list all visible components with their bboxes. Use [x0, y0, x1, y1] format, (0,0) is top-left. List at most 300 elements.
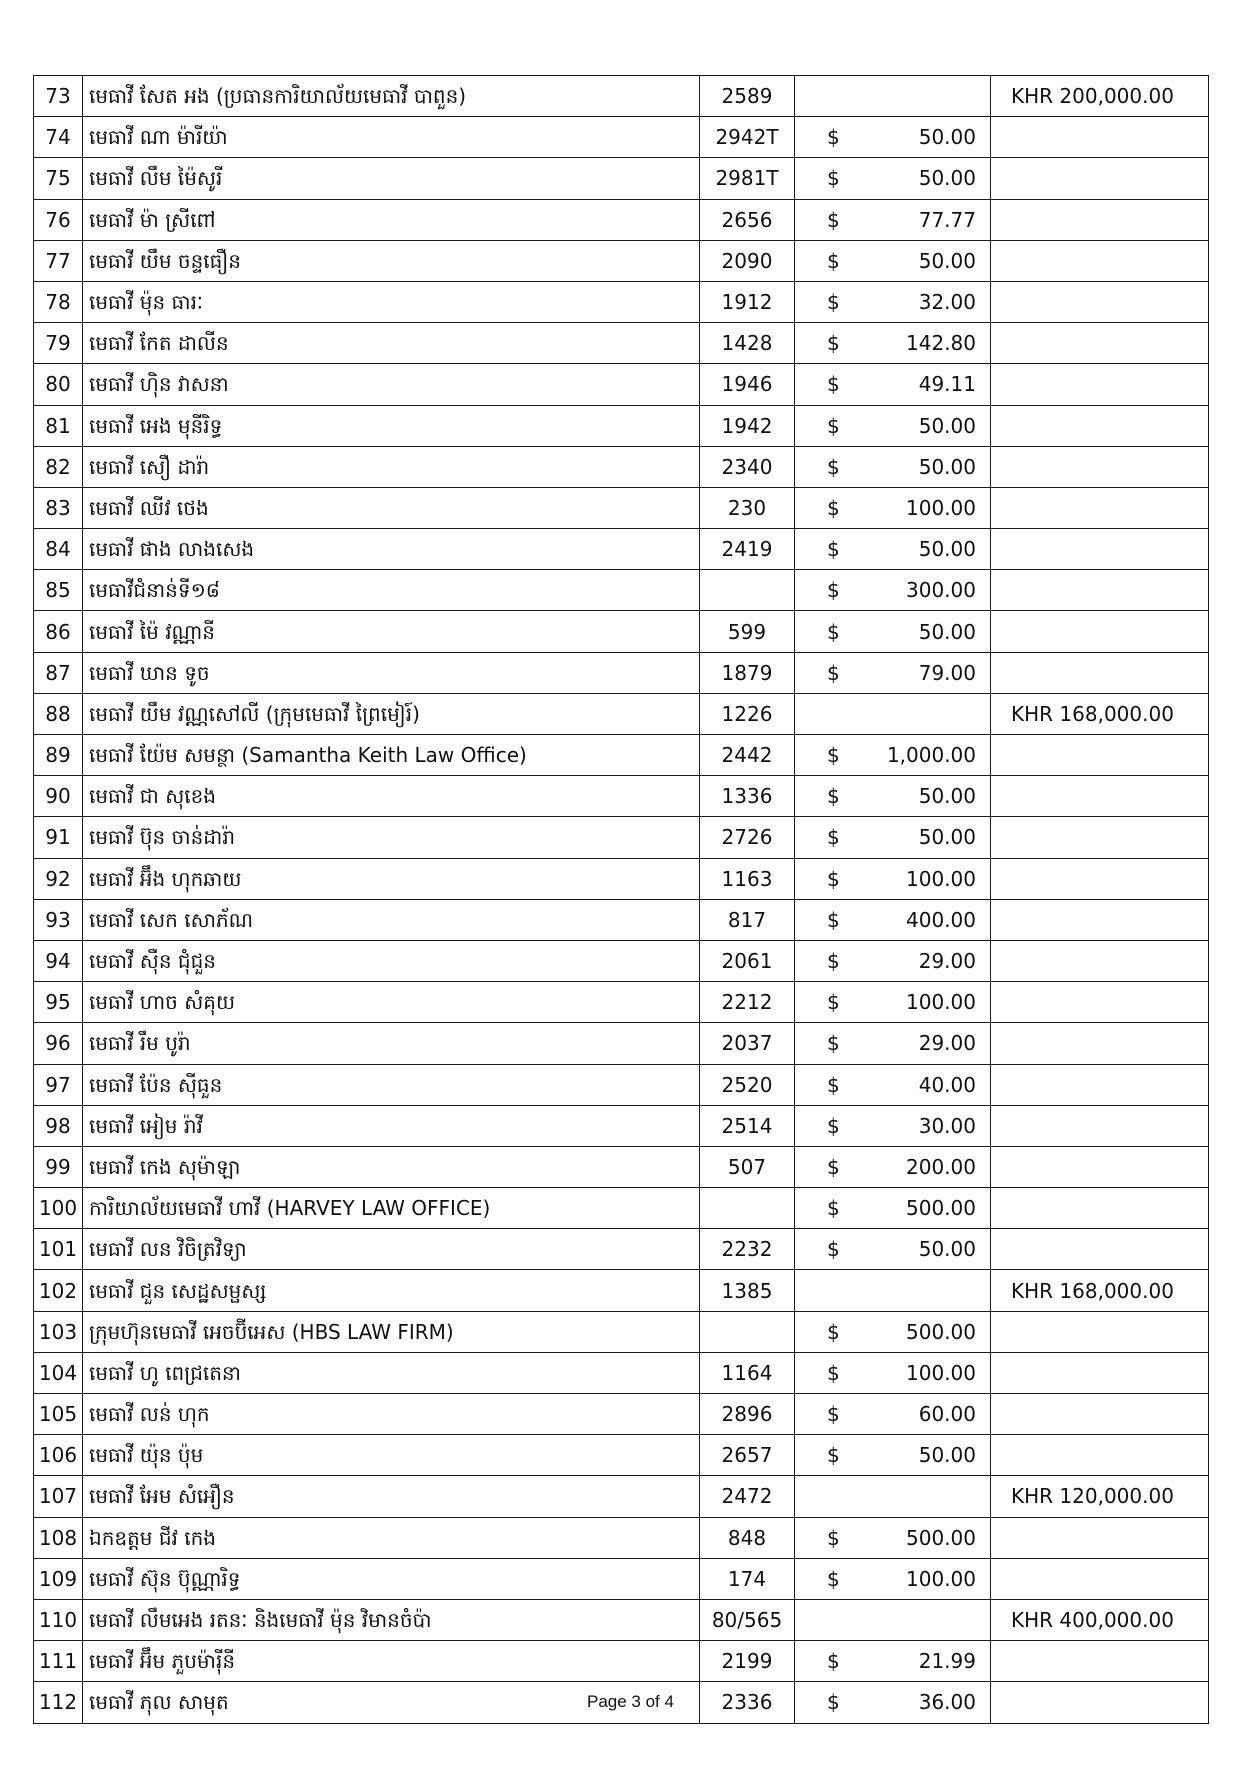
usd-amount-cell: [795, 858, 991, 899]
table-row: [34, 611, 1209, 652]
khr-amount: [991, 1146, 1209, 1187]
donor-name: មេធាវី អ៊ឹម ភួបម៉ារ៉ីនី: [89, 1649, 236, 1674]
dollar-sign: $: [827, 1402, 840, 1427]
dollar-sign: $: [827, 1360, 840, 1385]
table-row: [34, 1517, 1209, 1558]
member-code: [700, 1311, 795, 1352]
donor-name: មេធាវី ម៉ុន ធារៈ: [89, 290, 204, 315]
khr-amount: [991, 323, 1209, 364]
row-number: 76: [34, 199, 83, 240]
usd-amount-cell: [795, 240, 991, 281]
khr-amount: KHR 168,000.00: [991, 1270, 1209, 1311]
khr-amount: KHR 120,000.00: [991, 1476, 1209, 1517]
donor-name-cell: [83, 117, 700, 158]
khr-amount: KHR 200,000.00: [991, 76, 1209, 117]
donor-name-cell: [83, 364, 700, 405]
khr-amount: [991, 652, 1209, 693]
donor-name: មេធាវី ស៊ុន ប៊ុណ្ណារិទ្ធ: [89, 1566, 241, 1591]
usd-amount: 30.00: [918, 1113, 976, 1138]
member-code: 1336: [700, 776, 795, 817]
usd-amount: 49.11: [918, 372, 976, 397]
member-code: 848: [700, 1517, 795, 1558]
donor-name-cell: [83, 405, 700, 446]
table-row: [34, 281, 1209, 322]
member-code: 2419: [700, 529, 795, 570]
table-row: [34, 1352, 1209, 1393]
donor-name-cell: [83, 982, 700, 1023]
donor-name: មេធាវី ប៉ែន ស៊ីធួន: [89, 1072, 223, 1097]
usd-amount-cell: [795, 1229, 991, 1270]
donor-name-cell: [83, 1352, 700, 1393]
donor-name-cell: [83, 1435, 700, 1476]
row-number: 94: [34, 940, 83, 981]
donor-name-cell: [83, 1146, 700, 1187]
member-code: 599: [700, 611, 795, 652]
khr-amount: [991, 1682, 1209, 1723]
usd-amount-cell: [795, 1105, 991, 1146]
dollar-sign: $: [827, 1649, 840, 1674]
usd-amount-cell: [795, 693, 991, 734]
member-code: 2896: [700, 1394, 795, 1435]
usd-amount: 29.00: [918, 1031, 976, 1056]
dollar-sign: $: [827, 949, 840, 974]
khr-amount: [991, 1558, 1209, 1599]
usd-amount: 50.00: [918, 1237, 976, 1262]
usd-amount-cell: [795, 1270, 991, 1311]
row-number: 95: [34, 982, 83, 1023]
usd-amount: 100.00: [906, 990, 976, 1015]
donor-name-cell: [83, 1682, 700, 1723]
table-row: [34, 1188, 1209, 1229]
donor-name-cell: [83, 199, 700, 240]
row-number: 81: [34, 405, 83, 446]
usd-amount-cell: [795, 446, 991, 487]
donor-name: ក្រុមហ៊ុនមេធាវី អេចប៊ីអេស (HBS LAW FIRM): [89, 1319, 454, 1344]
row-number: 111: [34, 1641, 83, 1682]
table-row: [34, 487, 1209, 528]
row-number: 93: [34, 899, 83, 940]
usd-amount: 50.00: [918, 125, 976, 150]
usd-amount-cell: [795, 1146, 991, 1187]
member-code: 2442: [700, 735, 795, 776]
member-code: 174: [700, 1558, 795, 1599]
dollar-sign: $: [827, 660, 840, 685]
usd-amount-cell: [795, 405, 991, 446]
donor-name-cell: [83, 1599, 700, 1640]
member-code: 2981T: [700, 158, 795, 199]
usd-amount: 40.00: [918, 1072, 976, 1097]
usd-amount: 50.00: [918, 166, 976, 191]
khr-amount: [991, 158, 1209, 199]
usd-amount: 142.80: [906, 331, 976, 356]
row-number: 107: [34, 1476, 83, 1517]
usd-amount-cell: [795, 1435, 991, 1476]
donor-name: ការិយាល័យមេធាវី ហាវី (HARVEY LAW OFFICE): [89, 1196, 491, 1221]
usd-amount-cell: [795, 776, 991, 817]
khr-amount: [991, 611, 1209, 652]
donor-name: មេធាវី ម៉ា ស្រីពៅ: [89, 207, 216, 232]
khr-amount: [991, 1188, 1209, 1229]
usd-amount-cell: [795, 982, 991, 1023]
row-number: 110: [34, 1599, 83, 1640]
row-number: 74: [34, 117, 83, 158]
usd-amount-cell: [795, 281, 991, 322]
row-number: 87: [34, 652, 83, 693]
usd-amount-cell: [795, 323, 991, 364]
dollar-sign: $: [827, 1319, 840, 1344]
usd-amount: 77.77: [918, 207, 976, 232]
donor-name: មេធាវី សេក សោភ័ណ: [89, 907, 254, 932]
usd-amount: 29.00: [918, 949, 976, 974]
row-number: 100: [34, 1188, 83, 1229]
dollar-sign: $: [827, 454, 840, 479]
khr-amount: [991, 776, 1209, 817]
page-number-label: Page 3 of 4: [587, 1692, 674, 1712]
donor-name-cell: [83, 858, 700, 899]
row-number: 75: [34, 158, 83, 199]
dollar-sign: $: [827, 372, 840, 397]
row-number: 105: [34, 1394, 83, 1435]
table-row: [34, 899, 1209, 940]
donor-name: មេធាវី លន់ ហុក: [89, 1402, 210, 1427]
khr-amount: [991, 1064, 1209, 1105]
khr-amount: [991, 982, 1209, 1023]
donor-name-cell: [83, 570, 700, 611]
donor-name-cell: [83, 1105, 700, 1146]
khr-amount: KHR 400,000.00: [991, 1599, 1209, 1640]
donor-name: មេធាវី ជួន សេដ្ឋសម្ផស្ស: [89, 1278, 267, 1303]
row-number: 89: [34, 735, 83, 776]
donor-name: មេធាវី អ៊ឹង ហុកឆាយ: [89, 866, 242, 891]
dollar-sign: $: [827, 990, 840, 1015]
table-row: [34, 117, 1209, 158]
khr-amount: [991, 940, 1209, 981]
usd-amount-cell: [795, 570, 991, 611]
member-code: 2520: [700, 1064, 795, 1105]
usd-amount-cell: [795, 652, 991, 693]
member-code: 2340: [700, 446, 795, 487]
donor-name: មេធាវី ឃាន ទូច: [89, 660, 210, 685]
dollar-sign: $: [827, 784, 840, 809]
dollar-sign: $: [827, 1031, 840, 1056]
table-row: [34, 1558, 1209, 1599]
row-number: 73: [34, 76, 83, 117]
table-row: [34, 1641, 1209, 1682]
member-code: 2472: [700, 1476, 795, 1517]
khr-amount: [991, 1229, 1209, 1270]
member-code: 2232: [700, 1229, 795, 1270]
khr-amount: [991, 1641, 1209, 1682]
table-row: [34, 1146, 1209, 1187]
usd-amount-cell: [795, 1641, 991, 1682]
usd-amount-cell: [795, 1394, 991, 1435]
donor-name-cell: [83, 1558, 700, 1599]
khr-amount: [991, 529, 1209, 570]
donor-name: មេធាវី អេង មុនីរិទ្ធ: [89, 413, 223, 438]
table-row: [34, 1599, 1209, 1640]
table-row: [34, 1064, 1209, 1105]
row-number: 82: [34, 446, 83, 487]
row-number: 90: [34, 776, 83, 817]
member-code: 2726: [700, 817, 795, 858]
usd-amount: 50.00: [918, 1443, 976, 1468]
row-number: 84: [34, 529, 83, 570]
table-row: [34, 158, 1209, 199]
row-number: 92: [34, 858, 83, 899]
usd-amount-cell: [795, 1352, 991, 1393]
usd-amount-cell: [795, 1599, 991, 1640]
usd-amount: 200.00: [906, 1154, 976, 1179]
row-number: 103: [34, 1311, 83, 1352]
member-code: 2336: [700, 1682, 795, 1723]
member-code: 2589: [700, 76, 795, 117]
dollar-sign: $: [827, 1566, 840, 1591]
donor-name-cell: [83, 487, 700, 528]
donor-name-cell: [83, 1270, 700, 1311]
dollar-sign: $: [827, 578, 840, 603]
dollar-sign: $: [827, 207, 840, 232]
usd-amount-cell: [795, 1476, 991, 1517]
usd-amount: 50.00: [918, 619, 976, 644]
donor-name: មេធាវី ណា ម៉ារីយ៉ា: [89, 125, 228, 150]
donor-name: មេធាវី លឹម ម៉ៃសូរី: [89, 166, 223, 191]
donor-name-cell: [83, 899, 700, 940]
row-number: 99: [34, 1146, 83, 1187]
member-code: 2090: [700, 240, 795, 281]
usd-amount: 50.00: [918, 248, 976, 273]
table-row: [34, 652, 1209, 693]
dollar-sign: $: [827, 248, 840, 273]
dollar-sign: $: [827, 413, 840, 438]
table-row: [34, 1105, 1209, 1146]
donor-name: មេធាវី សែត អង (ប្រធានការិយាល័យមេធាវី បាពួន): [89, 84, 467, 109]
row-number: 80: [34, 364, 83, 405]
member-code: 507: [700, 1146, 795, 1187]
donor-name-cell: [83, 652, 700, 693]
donor-name-cell: [83, 529, 700, 570]
usd-amount-cell: [795, 1023, 991, 1064]
donor-name-cell: [83, 693, 700, 734]
usd-amount: 500.00: [906, 1319, 976, 1344]
donor-name: មេធាវី រឹម បូរ៉ា: [89, 1031, 191, 1056]
usd-amount: 400.00: [906, 907, 976, 932]
donor-name: មេធាវី ជា សុខេង: [89, 784, 216, 809]
usd-amount-cell: [795, 1558, 991, 1599]
usd-amount-cell: [795, 158, 991, 199]
khr-amount: [991, 1517, 1209, 1558]
dollar-sign: $: [827, 825, 840, 850]
row-number: 91: [34, 817, 83, 858]
donor-name-cell: [83, 1476, 700, 1517]
member-code: 1912: [700, 281, 795, 322]
usd-amount-cell: [795, 117, 991, 158]
usd-amount: 500.00: [906, 1196, 976, 1221]
table-row: [34, 405, 1209, 446]
dollar-sign: $: [827, 619, 840, 644]
donor-name-cell: [83, 1311, 700, 1352]
table-row: [34, 1682, 1209, 1723]
member-code: 2942T: [700, 117, 795, 158]
usd-amount: 100.00: [906, 1360, 976, 1385]
khr-amount: [991, 199, 1209, 240]
dollar-sign: $: [827, 166, 840, 191]
usd-amount: 50.00: [918, 825, 976, 850]
khr-amount: [991, 281, 1209, 322]
row-number: 108: [34, 1517, 83, 1558]
donor-name: មេធាវី កែត ដាលីន: [89, 331, 229, 356]
donor-name-cell: [83, 1517, 700, 1558]
donor-name-cell: [83, 240, 700, 281]
dollar-sign: $: [827, 743, 840, 768]
donor-name-cell: [83, 735, 700, 776]
usd-amount: 100.00: [906, 866, 976, 891]
donor-name-cell: [83, 1641, 700, 1682]
donor-name: មេធាវី ប៊ុន ចាន់ដារ៉ា: [89, 825, 236, 850]
donor-name-cell: [83, 817, 700, 858]
table-row: [34, 982, 1209, 1023]
usd-amount: 500.00: [906, 1525, 976, 1550]
khr-amount: [991, 446, 1209, 487]
member-code: 2037: [700, 1023, 795, 1064]
donor-name: មេធាវី ភុល សាមុត: [89, 1690, 229, 1715]
usd-amount-cell: [795, 611, 991, 652]
member-code: 230: [700, 487, 795, 528]
dollar-sign: $: [827, 1443, 840, 1468]
khr-amount: [991, 117, 1209, 158]
donor-name-cell: [83, 1394, 700, 1435]
table-row: [34, 364, 1209, 405]
donor-name-cell: [83, 1064, 700, 1105]
usd-amount: 50.00: [918, 537, 976, 562]
table-row: [34, 323, 1209, 364]
donor-name: មេធាវី លន វិចិត្រវិទ្យា: [89, 1237, 247, 1262]
table-row: [34, 446, 1209, 487]
donor-name: មេធាវី ហ៊ិន វាសនា: [89, 372, 229, 397]
donor-name: មេធាវី អែម សំអឿន: [89, 1484, 235, 1509]
dollar-sign: $: [827, 290, 840, 315]
usd-amount: 36.00: [918, 1690, 976, 1715]
table-row: [34, 1476, 1209, 1517]
member-code: 1226: [700, 693, 795, 734]
member-code: 1879: [700, 652, 795, 693]
donor-name-cell: [83, 281, 700, 322]
member-code: [700, 1188, 795, 1229]
donor-name: មេធាវី ម៉ៃ វណ្ណានី: [89, 619, 215, 644]
khr-amount: [991, 899, 1209, 940]
donor-name: មេធាវី កេង សុម៉ាឡា: [89, 1154, 241, 1179]
member-code: 1164: [700, 1352, 795, 1393]
donor-name: ឯកឧត្តម ជីវ កេង: [89, 1525, 216, 1550]
donor-name-cell: [83, 1023, 700, 1064]
usd-amount-cell: [795, 199, 991, 240]
table-row: [34, 1394, 1209, 1435]
khr-amount: [991, 1394, 1209, 1435]
usd-amount: 50.00: [918, 454, 976, 479]
dollar-sign: $: [827, 866, 840, 891]
usd-amount: 60.00: [918, 1402, 976, 1427]
donor-name: មេធាវី សឿ ដារ៉ា: [89, 454, 210, 479]
dollar-sign: $: [827, 331, 840, 356]
donor-name-cell: [83, 611, 700, 652]
row-number: 88: [34, 693, 83, 734]
donor-name: មេធាវី យ៉ែម សមន្ថា (Samantha Keith Law Office): [89, 743, 527, 768]
row-number: 104: [34, 1352, 83, 1393]
khr-amount: [991, 1311, 1209, 1352]
usd-amount: 300.00: [906, 578, 976, 603]
table-row: [34, 776, 1209, 817]
dollar-sign: $: [827, 907, 840, 932]
table-row: [34, 1311, 1209, 1352]
row-number: 106: [34, 1435, 83, 1476]
dollar-sign: $: [827, 495, 840, 520]
row-number: 79: [34, 323, 83, 364]
row-number: 83: [34, 487, 83, 528]
khr-amount: [991, 487, 1209, 528]
usd-amount: 1,000.00: [886, 743, 976, 768]
member-code: 2199: [700, 1641, 795, 1682]
donor-name: មេធាវីជំនាន់ទី១៨: [89, 578, 220, 603]
donor-name-cell: [83, 323, 700, 364]
member-code: 80/565: [700, 1599, 795, 1640]
table-row: [34, 529, 1209, 570]
donor-name: មេធាវី យឹម ចន្ទធឿន: [89, 248, 241, 273]
dollar-sign: $: [827, 537, 840, 562]
dollar-sign: $: [827, 1525, 840, 1550]
donor-name-cell: [83, 76, 700, 117]
usd-amount-cell: [795, 899, 991, 940]
usd-amount: 21.99: [918, 1649, 976, 1674]
member-code: 2514: [700, 1105, 795, 1146]
usd-amount: 100.00: [906, 1566, 976, 1591]
donor-name: មេធាវី អៀម រ៉ាវី: [89, 1113, 203, 1138]
table-row: [34, 1270, 1209, 1311]
table-row: [34, 1023, 1209, 1064]
khr-amount: [991, 364, 1209, 405]
table-row: [34, 199, 1209, 240]
donor-name-cell: [83, 776, 700, 817]
member-code: [700, 570, 795, 611]
usd-amount: 32.00: [918, 290, 976, 315]
table-row: [34, 817, 1209, 858]
usd-amount-cell: [795, 1064, 991, 1105]
table-row: [34, 858, 1209, 899]
table-row: [34, 940, 1209, 981]
member-code: 1946: [700, 364, 795, 405]
khr-amount: [991, 1435, 1209, 1476]
usd-amount: 50.00: [918, 784, 976, 809]
donor-name: មេធាវី ឈីវ ថេង: [89, 495, 209, 520]
donor-name: មេធាវី យឹម វណ្ណសៅលី (ក្រុមមេធាវី ព្រៃមៀរ៍): [89, 701, 420, 726]
row-number: 77: [34, 240, 83, 281]
row-number: 97: [34, 1064, 83, 1105]
member-code: 1428: [700, 323, 795, 364]
khr-amount: [991, 240, 1209, 281]
row-number: 86: [34, 611, 83, 652]
member-code: 2061: [700, 940, 795, 981]
dollar-sign: $: [827, 125, 840, 150]
donor-name: មេធាវី ផាង លាងសេង: [89, 537, 255, 562]
khr-amount: [991, 1023, 1209, 1064]
member-code: 1163: [700, 858, 795, 899]
row-number: 109: [34, 1558, 83, 1599]
usd-amount-cell: [795, 940, 991, 981]
usd-amount-cell: [795, 1517, 991, 1558]
usd-amount-cell: [795, 529, 991, 570]
khr-amount: KHR 168,000.00: [991, 693, 1209, 734]
khr-amount: [991, 1352, 1209, 1393]
usd-amount-cell: [795, 364, 991, 405]
donor-name-cell: [83, 158, 700, 199]
